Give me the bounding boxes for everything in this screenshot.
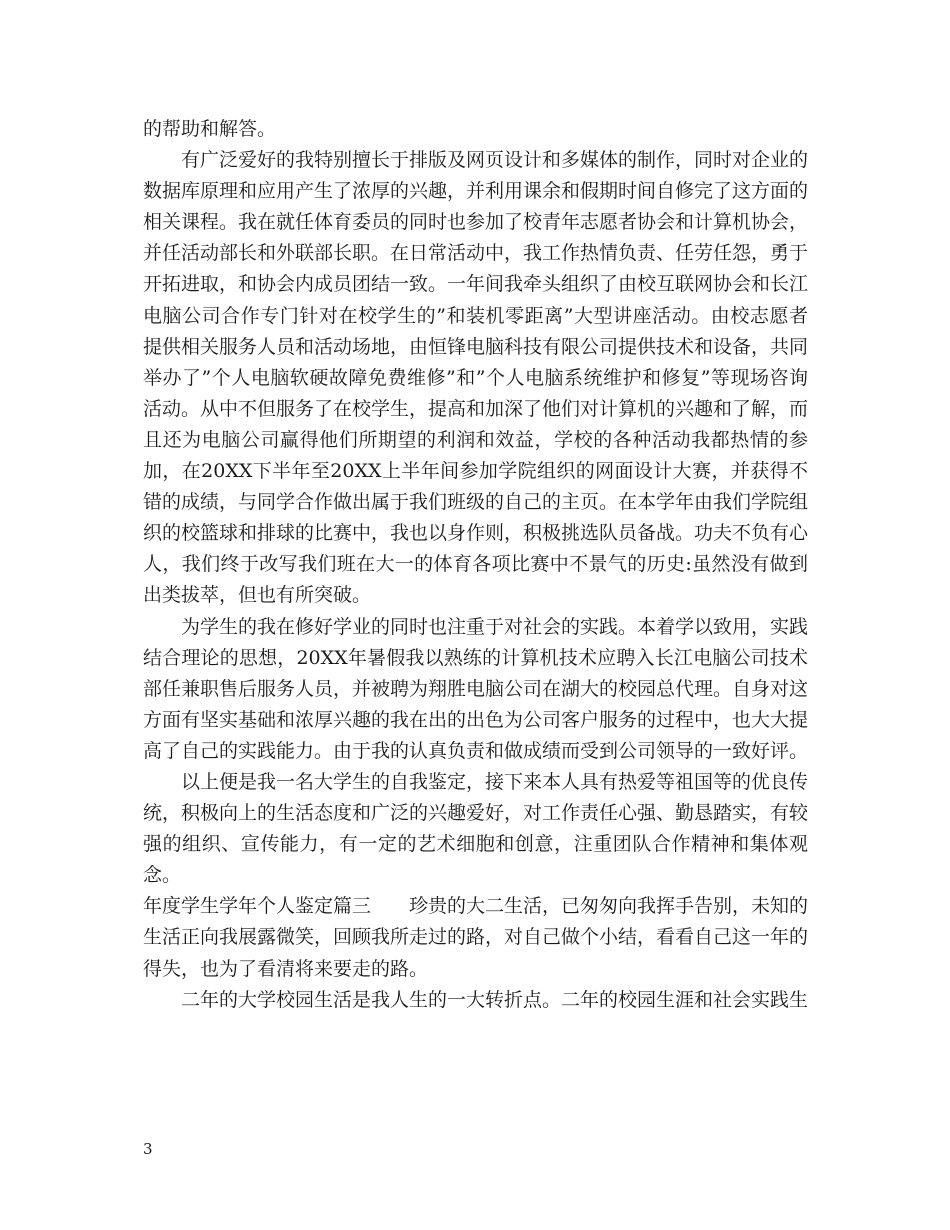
paragraph-hobbies-activities: 有广泛爱好的我特别擅长于排版及网页设计和多媒体的制作，同时对企业的数据库原理和应用产生了浓厚的兴趣，并利用课余和假期时间自修完了这方面的相关课程。我在就任体育委员的同时也参加了校青年志愿者协会和计算机协会，并任活动部长和外联部长职。在日常活动中，我工作热情负责、任劳任怨，勇于开拓进取，和协会内成员团结一致。一年间我牵头组织了由校互联网协会和长江电脑公司合作专门针对在校学生的”和装机零距离”大型讲座活动。由校志愿者提供相关服务人员和活动场地，由恒锋电脑科技有限公司提供技术和设备，共同举办了”个人电脑软硬故障免费维修”和”个人电脑系统维护和修复”等现场咨询活动。从中不但服务了在校学生，提高和加深了他们对计算机的兴趣和了解，而且还为电脑公司赢得他们所期望的利润和效益，学校的各种活动我都热情的参加，在20XX下半年至20XX上半年间参加学院组织的网面设计大赛，并获得不错的成绩，与同学合作做出属于我们班级的自己的主页。在本学年由我们学院组织的校篮球和排球的比赛中，我也以身作则，积极挑选队员备战。功夫不负有心人，我们终于改写我们班在大一的体育各项比赛中不景气的历史:虽然没有做到出类拔萃，但也有所突破。 xyxy=(143,149,809,607)
paragraph-campus-life: 二年的大学校园生活是我人生的一大转折点。二年的校园生涯和社会实践生 xyxy=(181,988,809,1011)
page-number: 3 xyxy=(143,1140,153,1158)
paragraph-self-assessment-summary: 以上便是我一名大学生的自我鉴定，接下来本人具有热爱等祖国等的优良传统，积极向上的生活态度和广泛的兴趣爱好，对工作责任心强、勤恳踏实，有较强的组织、宣传能力，有一定的艺术细胞和创意，注重团队合作精神和集体观念。 xyxy=(143,770,809,887)
paragraph-social-practice: 为学生的我在修好学业的同时也注重于对社会的实践。本着学以致用，实践结合理论的思想，20XX年暑假我以熟练的计算机技术应聘入长江电脑公司技术部任兼职售后服务人员，并被聘为翔胜电脑公司在湖大的校园总代理。自身对这方面有坚实基础和浓厚兴趣的我在出的出色为公司客户服务的过程中，也大大提高了自己的实践能力。由于我的认真负责和做成绩而受到公司领导的一致好评。 xyxy=(143,615,809,762)
paragraph-section-three-intro: 年度学生学年个人鉴定篇三 珍贵的大二生活，已匆匆向我挥手告别，未知的生活正向我展露微笑，回顾我所走过的路，对自己做个小结，看看自己这一年的得失，也为了看清将来要走的路。 xyxy=(143,895,809,980)
paragraph-continuation: 的帮助和解答。 xyxy=(143,118,277,140)
document-body xyxy=(143,114,808,1016)
